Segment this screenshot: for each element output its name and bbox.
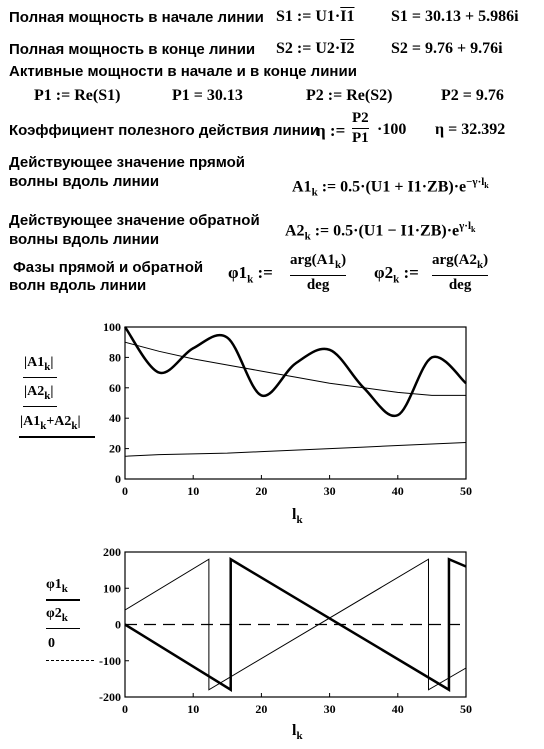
formula-eta-mult: ·100	[377, 121, 407, 138]
chart1-ytick-label: 20	[109, 441, 121, 456]
chart1-ylabel-sum: $|A1_k+A2_k|$	[20, 414, 81, 432]
formula-s2-def: S2 := U2·I2	[276, 40, 355, 57]
chart1-xtick-label: 0	[122, 484, 128, 498]
formula-a1: $A1_k$ := $0.5\cdot(U1 + I1\cdot ZB)\cdot e^{-\gamma\cdot l_k}$	[292, 176, 489, 199]
chart1-series-sum	[125, 327, 466, 416]
chart1-xtick-label: 30	[323, 484, 336, 498]
text-efficiency: Коэффициент полезного действия линии	[9, 122, 320, 139]
chart2-xtick-label: 40	[391, 702, 404, 716]
text-reverse-wave-a: Действующее значение обратной	[9, 212, 260, 229]
text-forward-wave-b: волны вдоль линии	[9, 173, 160, 190]
chart2-xlabel: $l_k$	[292, 722, 303, 743]
chart2-ytick-label: 100	[103, 581, 121, 596]
formula-p1-def: P1 := Re(S1)	[34, 87, 121, 104]
formula-a2: $A2_k$ := $0.5\cdot(U1 - I1\cdot ZB)\cdot e^{\gamma\cdot l_k}$	[285, 220, 476, 243]
chart2-ytick-label: 200	[103, 545, 121, 559]
chart1-ytick-label: 0	[115, 472, 121, 486]
chart1-ylabel-a1: $|A1_k|$	[24, 355, 54, 373]
fraction-phi1: $arg(A1_k)$ deg	[290, 252, 347, 293]
chart1-ytick-label: 80	[109, 350, 121, 365]
chart2-xtick-label: 50	[460, 702, 472, 716]
text-full-power-start: Полная мощность в начале линии	[9, 9, 264, 26]
chart2-xtick-label: 10	[187, 702, 200, 716]
chart1-xtick-label: 10	[187, 484, 200, 498]
chart2-ylabel-phi2: $\varphi 2_k$	[46, 606, 68, 624]
chart1-ylabel-a2: $|A2_k|$	[24, 384, 54, 402]
formula-s2-result: S2 = 9.76 + 9.76i	[391, 40, 503, 57]
formula-p2-result: P2 = 9.76	[441, 87, 504, 104]
formula-p2-def: P2 := Re(S2)	[306, 87, 393, 104]
formula-eta-result: η = 32.392	[435, 121, 506, 138]
chart2-ylabel-zero: 0	[48, 636, 55, 651]
chart2-series-phi2	[125, 559, 466, 690]
chart1-legend-line-3	[19, 436, 95, 438]
chart2-legend-line-3	[46, 660, 94, 661]
chart1-xtick-label: 50	[460, 484, 472, 498]
text-active-powers: Активные мощности в начале и в конце линии	[9, 63, 357, 80]
formula-phi2-lhs: $\varphi 2_k$ :=	[374, 263, 419, 286]
chart2-series-phi1	[125, 559, 466, 690]
formula-s1-result: S1 = 30.13 + 5.986i	[391, 8, 519, 25]
chart2-ytick-label: 0	[115, 617, 121, 632]
chart2-ylabel-phi1: $\varphi 1_k$	[46, 577, 68, 595]
formula-p1-result: P1 = 30.13	[172, 87, 243, 104]
chart2-legend-line-1	[46, 599, 80, 601]
chart1-xtick-label: 20	[255, 484, 268, 498]
chart1-frame	[125, 327, 466, 479]
chart1-ytick-label: 60	[109, 380, 121, 395]
text-full-power-end: Полная мощность в конце линии	[9, 41, 256, 58]
chart1-xtick-label: 40	[391, 484, 404, 498]
chart2-ytick-label: -200	[99, 690, 121, 704]
chart2-ytick-label: -100	[99, 653, 121, 668]
formula-phi1-lhs: $\varphi 1_k$ :=	[228, 263, 273, 286]
chart2-xtick-label: 30	[323, 702, 336, 716]
fraction-phi2: $arg(A2_k)$ deg	[432, 252, 489, 293]
text-reverse-wave-b: волны вдоль линии	[9, 231, 160, 248]
chart2-xtick-label: 20	[255, 702, 268, 716]
chart1-xlabel: $l_k$	[292, 506, 303, 527]
chart2-legend-line-2	[46, 628, 80, 629]
chart1-ytick-label: 40	[109, 411, 121, 426]
chart2-frame	[125, 552, 466, 697]
formula-s1-def: S1 := U1·I1	[276, 8, 355, 25]
fraction-eta: P2 P1	[352, 110, 369, 146]
text-phases-b: волн вдоль линии	[9, 277, 147, 294]
chart1-legend-line-2	[23, 406, 57, 407]
text-phases-a: Фазы прямой и обратной	[13, 259, 204, 276]
chart2-xtick-label: 0	[122, 702, 128, 716]
text-forward-wave-a: Действующее значение прямой	[9, 154, 246, 171]
chart1-series-a1	[125, 342, 466, 395]
chart1-legend-line-1	[23, 377, 57, 378]
chart1-ytick-label: 100	[103, 320, 121, 334]
chart1-series-a2	[125, 443, 466, 457]
formula-eta-lhs: η :=	[316, 121, 346, 140]
